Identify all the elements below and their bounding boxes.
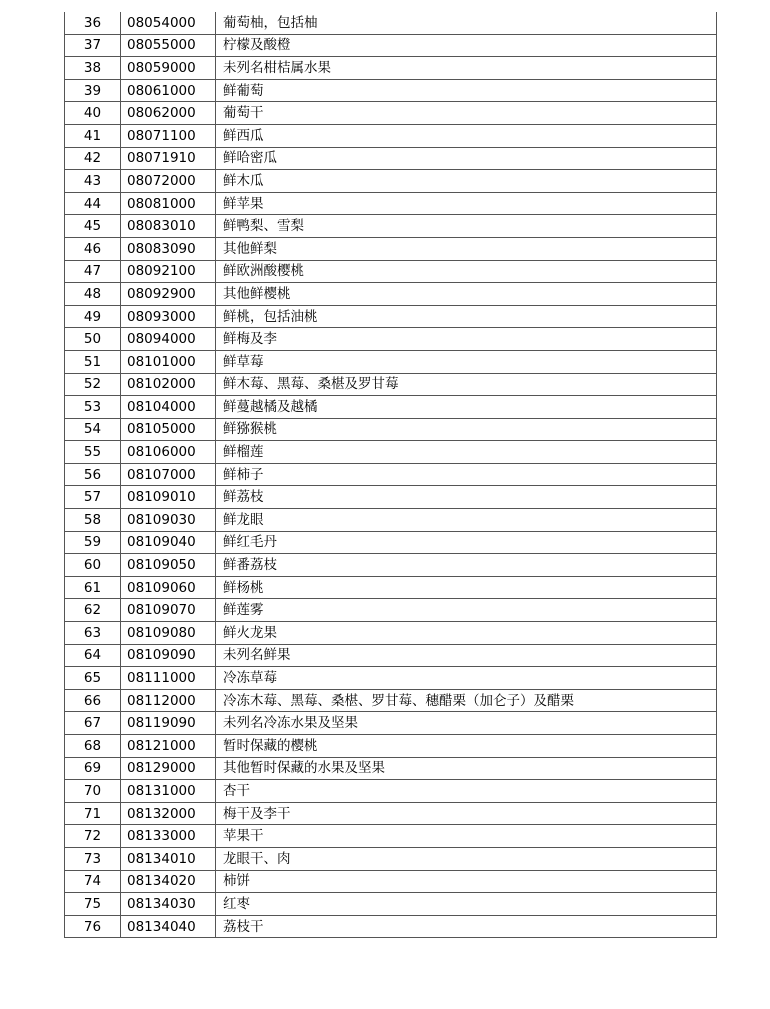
hs-code-cell: 08071910 — [121, 147, 216, 170]
row-number-cell: 46 — [65, 237, 121, 260]
hs-code-cell: 08109090 — [121, 644, 216, 667]
table-row — [65, 237, 717, 260]
hs-code-cell: 08104000 — [121, 396, 216, 419]
product-name-cell: 鲜西瓜 — [216, 124, 717, 147]
table-row — [65, 531, 717, 554]
row-number-cell: 56 — [65, 463, 121, 486]
product-name-cell: 鲜番荔枝 — [216, 554, 717, 577]
hs-code-cell: 08129000 — [121, 757, 216, 780]
product-name-cell: 其他暂时保藏的水果及坚果 — [216, 757, 717, 780]
product-name-cell: 鲜榴莲 — [216, 441, 717, 464]
product-name-cell: 杏干 — [216, 780, 717, 803]
product-name-cell: 鲜杨桃 — [216, 576, 717, 599]
product-name-cell: 鲜苹果 — [216, 192, 717, 215]
table-row — [65, 599, 717, 622]
hs-code-cell: 08134020 — [121, 870, 216, 893]
row-number-cell: 47 — [65, 260, 121, 283]
row-number-cell: 62 — [65, 599, 121, 622]
table-row — [65, 396, 717, 419]
hs-code-cell: 08133000 — [121, 825, 216, 848]
table-row — [65, 283, 717, 306]
product-name-cell: 葡萄柚，包括柚 — [216, 12, 717, 34]
table-row — [65, 576, 717, 599]
table-row — [65, 870, 717, 893]
row-number-cell: 45 — [65, 215, 121, 238]
hs-code-cell: 08134010 — [121, 847, 216, 870]
table-row — [65, 305, 717, 328]
product-name-cell: 鲜欧洲酸樱桃 — [216, 260, 717, 283]
row-number-cell: 37 — [65, 34, 121, 57]
table-row — [65, 689, 717, 712]
hs-code-cell: 08132000 — [121, 802, 216, 825]
hs-code-cell: 08109030 — [121, 509, 216, 532]
table-row — [65, 192, 717, 215]
hs-code-cell: 08134040 — [121, 915, 216, 938]
table-row — [65, 486, 717, 509]
product-name-cell: 鲜柿子 — [216, 463, 717, 486]
row-number-cell: 53 — [65, 396, 121, 419]
table-row — [65, 350, 717, 373]
table-row — [65, 328, 717, 351]
table-row — [65, 509, 717, 532]
hs-code-cell: 08061000 — [121, 79, 216, 102]
row-number-cell: 64 — [65, 644, 121, 667]
hs-code-cell: 08134030 — [121, 893, 216, 916]
row-number-cell: 59 — [65, 531, 121, 554]
row-number-cell: 44 — [65, 192, 121, 215]
row-number-cell: 76 — [65, 915, 121, 938]
product-name-cell: 鲜草莓 — [216, 350, 717, 373]
product-name-cell: 未列名冷冻水果及坚果 — [216, 712, 717, 735]
row-number-cell: 41 — [65, 124, 121, 147]
table-row — [65, 418, 717, 441]
table-row — [65, 780, 717, 803]
hs-code-cell: 08093000 — [121, 305, 216, 328]
row-number-cell: 71 — [65, 802, 121, 825]
product-name-cell: 未列名鲜果 — [216, 644, 717, 667]
table-row — [65, 170, 717, 193]
product-name-cell: 荔枝干 — [216, 915, 717, 938]
hs-code-cell: 08109010 — [121, 486, 216, 509]
row-number-cell: 63 — [65, 622, 121, 645]
row-number-cell: 61 — [65, 576, 121, 599]
hs-code-cell: 08101000 — [121, 350, 216, 373]
row-number-cell: 66 — [65, 689, 121, 712]
hs-code-cell: 08106000 — [121, 441, 216, 464]
table-row — [65, 79, 717, 102]
product-name-cell: 其他鲜樱桃 — [216, 283, 717, 306]
row-number-cell: 49 — [65, 305, 121, 328]
row-number-cell: 73 — [65, 847, 121, 870]
product-name-cell: 鲜桃，包括油桃 — [216, 305, 717, 328]
hs-code-cell: 08105000 — [121, 418, 216, 441]
row-number-cell: 74 — [65, 870, 121, 893]
row-number-cell: 68 — [65, 735, 121, 758]
table-row — [65, 735, 717, 758]
row-number-cell: 60 — [65, 554, 121, 577]
row-number-cell: 55 — [65, 441, 121, 464]
product-name-cell: 鲜莲雾 — [216, 599, 717, 622]
hs-code-cell: 08121000 — [121, 735, 216, 758]
table-row — [65, 34, 717, 57]
row-number-cell: 69 — [65, 757, 121, 780]
product-name-cell: 红枣 — [216, 893, 717, 916]
hs-code-cell: 08054000 — [121, 12, 216, 34]
product-name-cell: 鲜蔓越橘及越橘 — [216, 396, 717, 419]
product-name-cell: 柿饼 — [216, 870, 717, 893]
table-row — [65, 215, 717, 238]
hs-code-cell: 08081000 — [121, 192, 216, 215]
hs-code-cell: 08059000 — [121, 57, 216, 80]
product-name-cell: 柠檬及酸橙 — [216, 34, 717, 57]
hs-code-cell: 08109070 — [121, 599, 216, 622]
table-row — [65, 644, 717, 667]
row-number-cell: 65 — [65, 667, 121, 690]
table-row — [65, 57, 717, 80]
table-row — [65, 102, 717, 125]
product-name-cell: 鲜葡萄 — [216, 79, 717, 102]
table-row — [65, 802, 717, 825]
table-body — [65, 12, 717, 938]
row-number-cell: 51 — [65, 350, 121, 373]
row-number-cell: 70 — [65, 780, 121, 803]
hs-code-cell: 08109080 — [121, 622, 216, 645]
hs-code-cell: 08112000 — [121, 689, 216, 712]
product-name-cell: 鲜梅及李 — [216, 328, 717, 351]
hs-code-cell: 08055000 — [121, 34, 216, 57]
table-row — [65, 373, 717, 396]
hs-code-cell: 08083010 — [121, 215, 216, 238]
table-row — [65, 667, 717, 690]
hs-code-cell: 08062000 — [121, 102, 216, 125]
product-name-cell: 鲜火龙果 — [216, 622, 717, 645]
hs-code-cell: 08102000 — [121, 373, 216, 396]
table-row — [65, 825, 717, 848]
hs-code-cell: 08072000 — [121, 170, 216, 193]
row-number-cell: 54 — [65, 418, 121, 441]
product-name-cell: 鲜木瓜 — [216, 170, 717, 193]
table-row — [65, 847, 717, 870]
row-number-cell: 42 — [65, 147, 121, 170]
product-name-cell: 冷冻木莓、黑莓、桑椹、罗甘莓、穗醋栗（加仑子）及醋栗 — [216, 689, 717, 712]
product-name-cell: 葡萄干 — [216, 102, 717, 125]
product-name-cell: 鲜荔枝 — [216, 486, 717, 509]
table-row — [65, 441, 717, 464]
hs-code-cell: 08094000 — [121, 328, 216, 351]
product-name-cell: 冷冻草莓 — [216, 667, 717, 690]
hs-code-cell: 08092900 — [121, 283, 216, 306]
product-name-cell: 鲜木莓、黑莓、桑椹及罗甘莓 — [216, 373, 717, 396]
row-number-cell: 40 — [65, 102, 121, 125]
row-number-cell: 43 — [65, 170, 121, 193]
product-name-cell: 鲜红毛丹 — [216, 531, 717, 554]
product-name-cell: 其他鲜梨 — [216, 237, 717, 260]
hs-code-cell: 08109040 — [121, 531, 216, 554]
row-number-cell: 50 — [65, 328, 121, 351]
product-name-cell: 龙眼干、肉 — [216, 847, 717, 870]
hs-code-cell: 08119090 — [121, 712, 216, 735]
row-number-cell: 72 — [65, 825, 121, 848]
hs-code-cell: 08107000 — [121, 463, 216, 486]
product-name-cell: 鲜鸭梨、雪梨 — [216, 215, 717, 238]
hs-code-cell: 08083090 — [121, 237, 216, 260]
table-row — [65, 712, 717, 735]
table-row — [65, 893, 717, 916]
product-name-cell: 鲜猕猴桃 — [216, 418, 717, 441]
table-row — [65, 124, 717, 147]
hs-code-cell: 08071100 — [121, 124, 216, 147]
row-number-cell: 39 — [65, 79, 121, 102]
row-number-cell: 57 — [65, 486, 121, 509]
hs-code-cell: 08092100 — [121, 260, 216, 283]
table-row — [65, 915, 717, 938]
row-number-cell: 48 — [65, 283, 121, 306]
row-number-cell: 67 — [65, 712, 121, 735]
tariff-code-table — [64, 12, 717, 938]
table-row — [65, 622, 717, 645]
row-number-cell: 75 — [65, 893, 121, 916]
row-number-cell: 52 — [65, 373, 121, 396]
product-name-cell: 梅干及李干 — [216, 802, 717, 825]
product-name-cell: 鲜哈密瓜 — [216, 147, 717, 170]
hs-code-cell: 08109060 — [121, 576, 216, 599]
row-number-cell: 58 — [65, 509, 121, 532]
product-name-cell: 暂时保藏的樱桃 — [216, 735, 717, 758]
product-name-cell: 鲜龙眼 — [216, 509, 717, 532]
table-row — [65, 554, 717, 577]
hs-code-cell: 08109050 — [121, 554, 216, 577]
table-row — [65, 260, 717, 283]
hs-code-cell: 08111000 — [121, 667, 216, 690]
row-number-cell: 36 — [65, 12, 121, 34]
product-name-cell: 未列名柑桔属水果 — [216, 57, 717, 80]
row-number-cell: 38 — [65, 57, 121, 80]
table-row — [65, 463, 717, 486]
table-row — [65, 147, 717, 170]
hs-code-cell: 08131000 — [121, 780, 216, 803]
product-name-cell: 苹果干 — [216, 825, 717, 848]
table-row — [65, 757, 717, 780]
table-row — [65, 12, 717, 34]
